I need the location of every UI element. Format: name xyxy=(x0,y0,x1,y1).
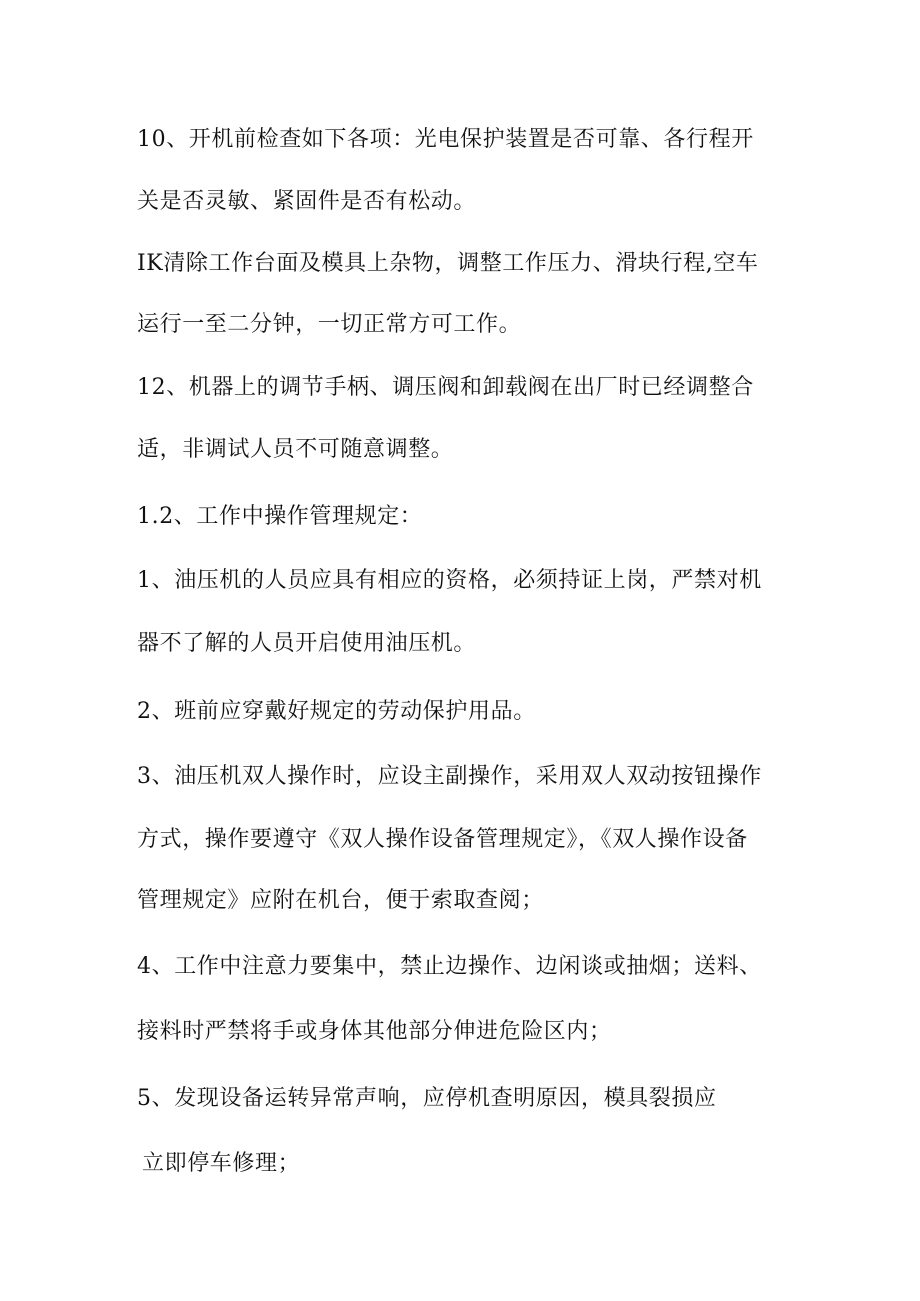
text-line: 方式，操作要遵守《双人操作设备管理规定》，《双人操作设备 xyxy=(137,827,748,852)
text-line: 12、机器上的调节手柄、调压阀和卸载阀在出厂时已经调整合 xyxy=(137,375,754,400)
text-line: 器不了解的人员开启使用油压机。 xyxy=(137,631,477,656)
section-heading: 1.2、工作中操作管理规定： xyxy=(137,504,423,529)
text-line: 2、班前应穿戴好规定的劳动保护用品。 xyxy=(137,699,536,724)
text-line: 接料时严禁将手或身体其他部分伸进危险区内； xyxy=(137,1019,612,1044)
text-line: 4、工作中注意力要集中，禁止边操作、边闲谈或抽烟；送料、 xyxy=(137,954,762,979)
text-line: 管理规定》应附在机台，便于索取查阅； xyxy=(137,888,544,913)
text-line: 1、油压机的人员应具有相应的资格，必须持证上岗，严禁对机 xyxy=(137,568,762,593)
text-line: 运行一至二分钟，一切正常方可工作。 xyxy=(137,312,522,337)
text-line: 关是否灵敏、紧固件是否有松动。 xyxy=(137,189,477,214)
text-line: IK清除工作台面及模具上杂物，调整工作压力、滑块行程,空车 xyxy=(137,251,759,276)
text-line: 5、发现设备运转异常声响，应停机查明原因，模具裂损应 xyxy=(137,1086,717,1111)
text-line: 适，非调试人员不可随意调整。 xyxy=(137,437,454,462)
text-line: 3、油压机双人操作时，应设主副操作，采用双人双动按钮操作 xyxy=(137,764,762,789)
text-line: 立即停车修理； xyxy=(142,1151,301,1176)
text-line: 10、开机前检查如下各项：光电保护装置是否可靠、各行程开 xyxy=(137,127,754,152)
